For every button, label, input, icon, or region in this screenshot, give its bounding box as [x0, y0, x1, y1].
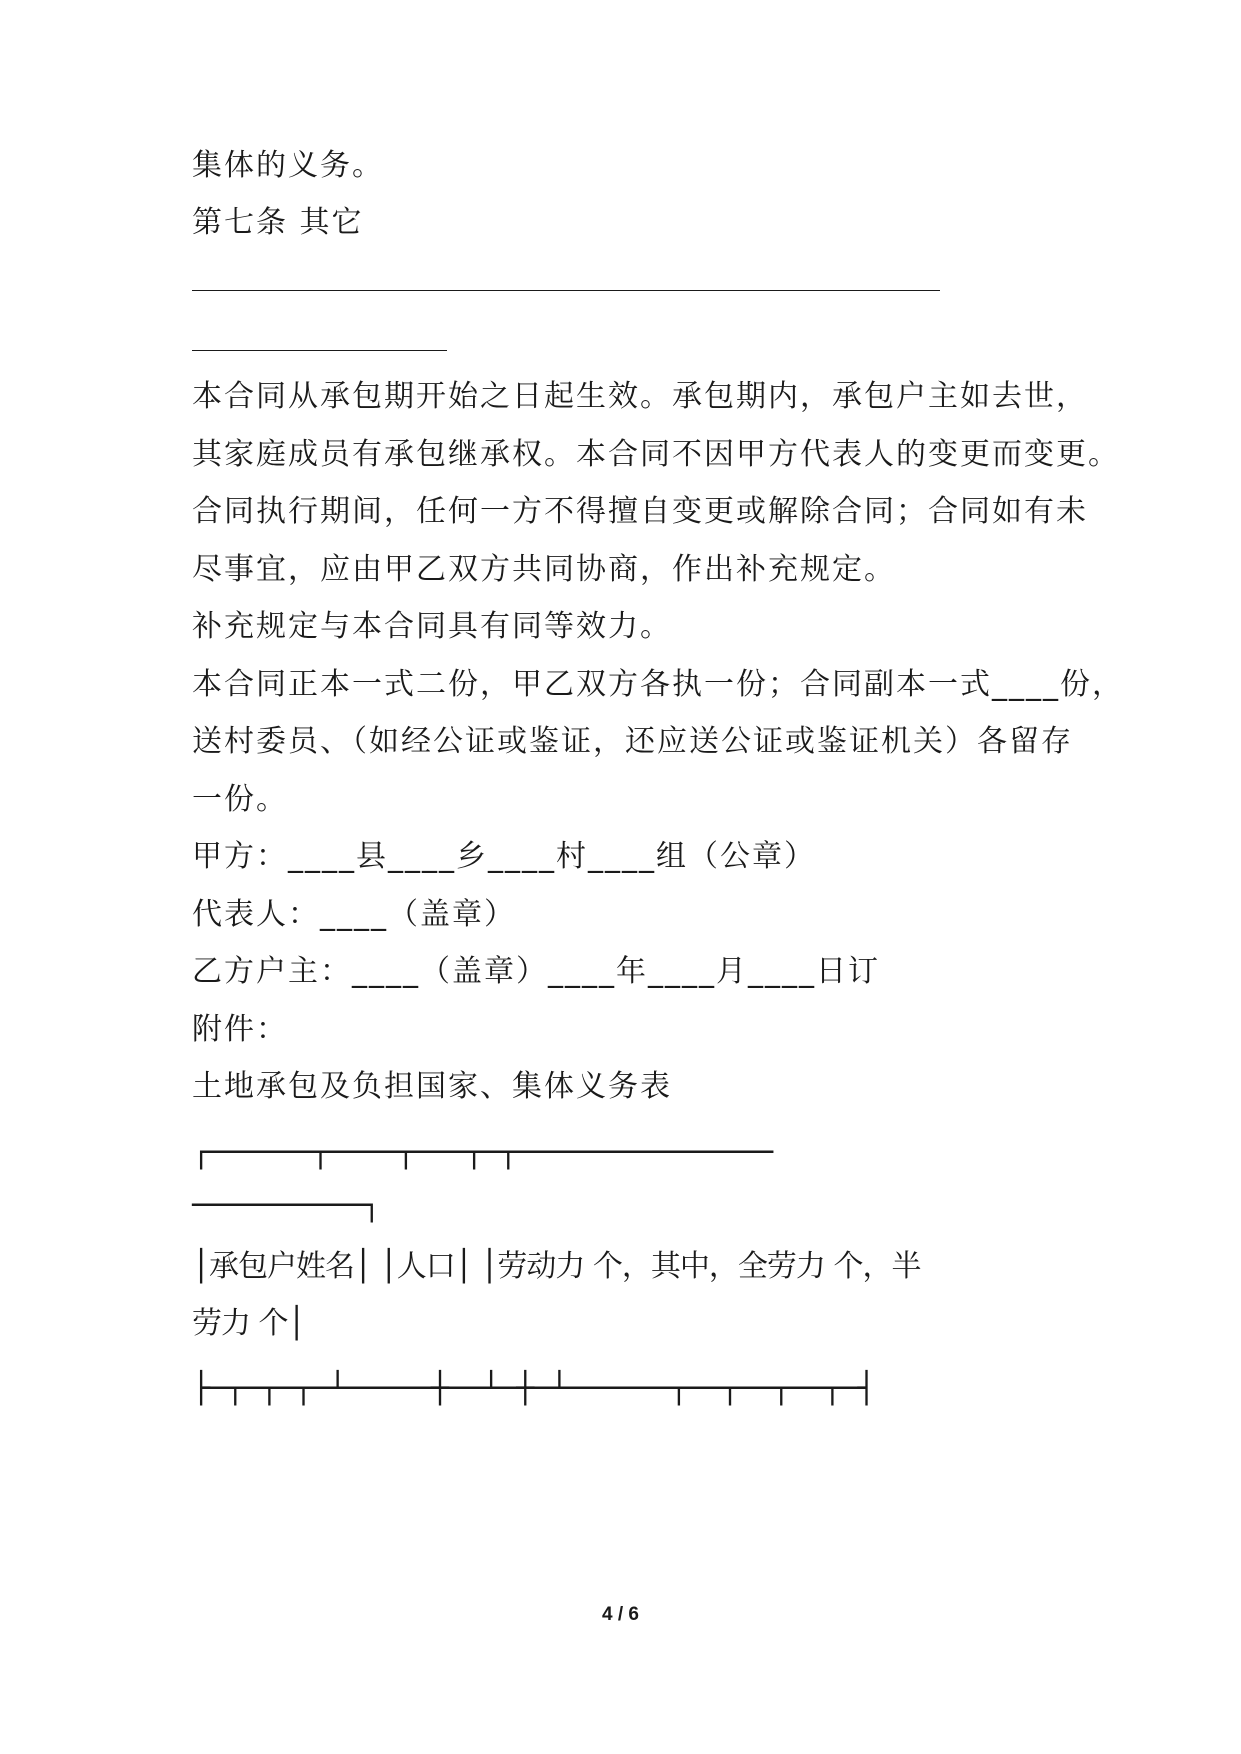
attachment-title: 土地承包及负担国家、集体义务表 [192, 1069, 672, 1104]
text-line: 一份。 [192, 782, 288, 817]
blank-fill-rule [192, 350, 447, 351]
table-header-row: 劳力 个│ [192, 1306, 305, 1341]
table-border-line: ┌──────┬────┬───┬─┬─────────────── [192, 1135, 773, 1170]
text-line: 尽事宜，应由甲乙双方共同协商，作出补充规定。 [192, 552, 896, 587]
article-heading: 第七条 其它 [192, 205, 364, 240]
text-line: 集体的义务。 [192, 148, 384, 183]
page-number: 4 / 6 [602, 1604, 639, 1625]
table-border-line: ──────────┐ [192, 1188, 380, 1223]
attachment-label: 附件： [192, 1012, 288, 1047]
text-line: 合同执行期间，任何一方不得擅自变更或解除合同；合同如有未 [192, 494, 1088, 529]
table-header-row: │承包户姓名│ │人口│ │劳动力 个，其中，全劳力 个，半 [192, 1249, 921, 1284]
text-line: 其家庭成员有承包继承权。本合同不因甲方代表人的变更而变更。 [192, 437, 1120, 472]
text-line: 送村委员、（如经公证或鉴证，还应送公证或鉴证机关）各留存 [192, 724, 1073, 759]
table-border-line: ├─┬─┬─┬─┴─────┼──┴─┼─┴──────┬──┬──┬──┬─┤ [192, 1371, 875, 1406]
representative-line: 代表人：____（盖章） [192, 897, 516, 932]
text-line: 本合同从承包期开始之日起生效。承包期内，承包户主如去世， [192, 379, 1088, 414]
party-b-line: 乙方户主：____（盖章）____年____月____日订 [192, 954, 880, 989]
party-a-line: 甲方：____县____乡____村____组（公章） [192, 839, 816, 874]
text-line: 本合同正本一式二份，甲乙双方各执一份；合同副本一式____份， [192, 667, 1124, 702]
blank-fill-rule [192, 290, 940, 291]
text-line: 补充规定与本合同具有同等效力。 [192, 609, 672, 644]
